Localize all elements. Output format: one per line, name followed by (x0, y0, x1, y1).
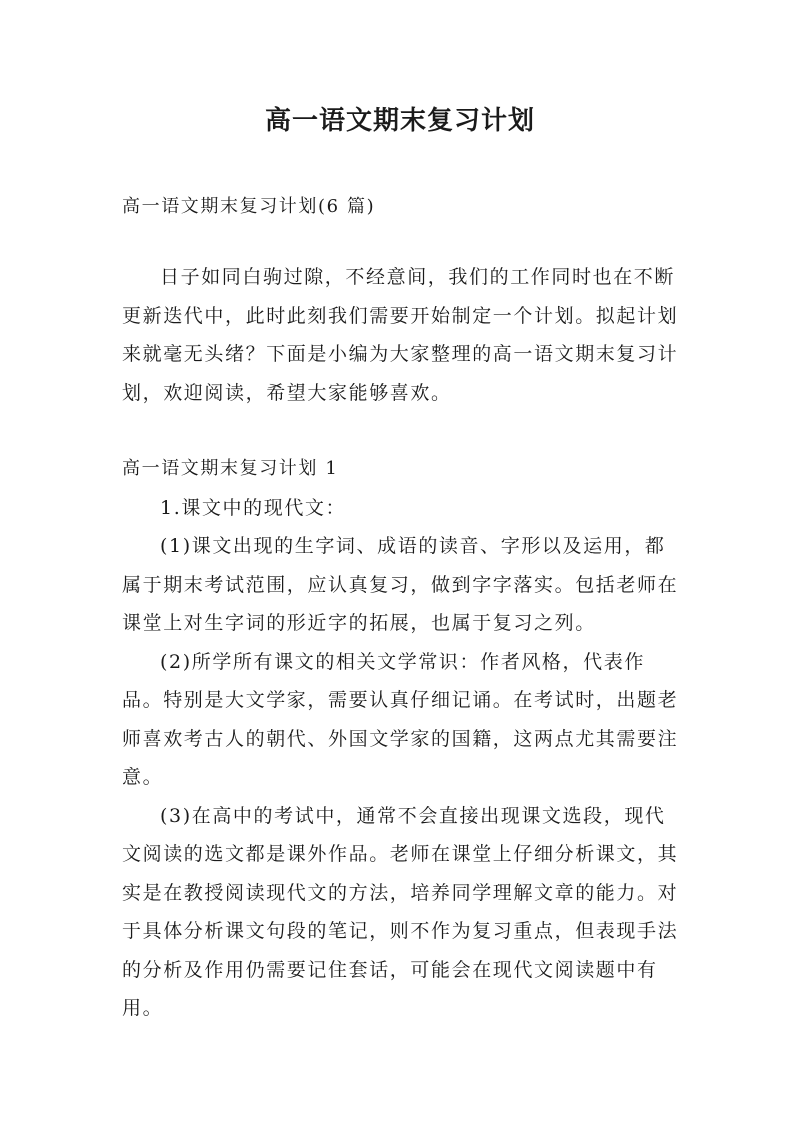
section-heading: 高一语文期末复习计划 1 (122, 458, 339, 479)
section-paragraph-3: (3)在高中的考试中，通常不会直接出现课文选段，现代文阅读的选文都是课外作品。老师在课堂上仔细分析课文，其实是在教授阅读现代文的方法，培养同学理解文章的能力。对于具体分析课文句段的笔记，则不作为复习重点，但表现手法的分析及作用仍需要记住套话，可能会在现代文阅读题中有用。 (122, 804, 679, 1019)
document-subtitle: 高一语文期末复习计划(6 篇) (122, 196, 376, 217)
section-item: 1.课文中的现代文： (160, 496, 347, 519)
intro-paragraph: 日子如同白驹过隙，不经意间，我们的工作同时也在不断更新迭代中，此时此刻我们需要开始制定一个计划。拟起计划来就毫无头绪？下面是小编为大家整理的高一语文期末复习计划，欢迎阅读，希望大家能够喜欢。 (122, 266, 679, 404)
section-paragraph-1: (1)课文出现的生字词、成语的读音、字形以及运用，都属于期末考试范围，应认真复习，做到字字落实。包括老师在课堂上对生字词的形近字的拓展，也属于复习之列。 (122, 535, 679, 634)
document-title: 高一语文期末复习计划 (264, 106, 535, 136)
section-1 (122, 450, 682, 1028)
section-paragraph-2: (2)所学所有课文的相关文学常识：作者风格，代表作品。特别是大文学家，需要认真仔细记诵。在考试时，出题老师喜欢考古人的朝代、外国文学家的国籍，这两点尤其需要注意。 (122, 650, 679, 788)
